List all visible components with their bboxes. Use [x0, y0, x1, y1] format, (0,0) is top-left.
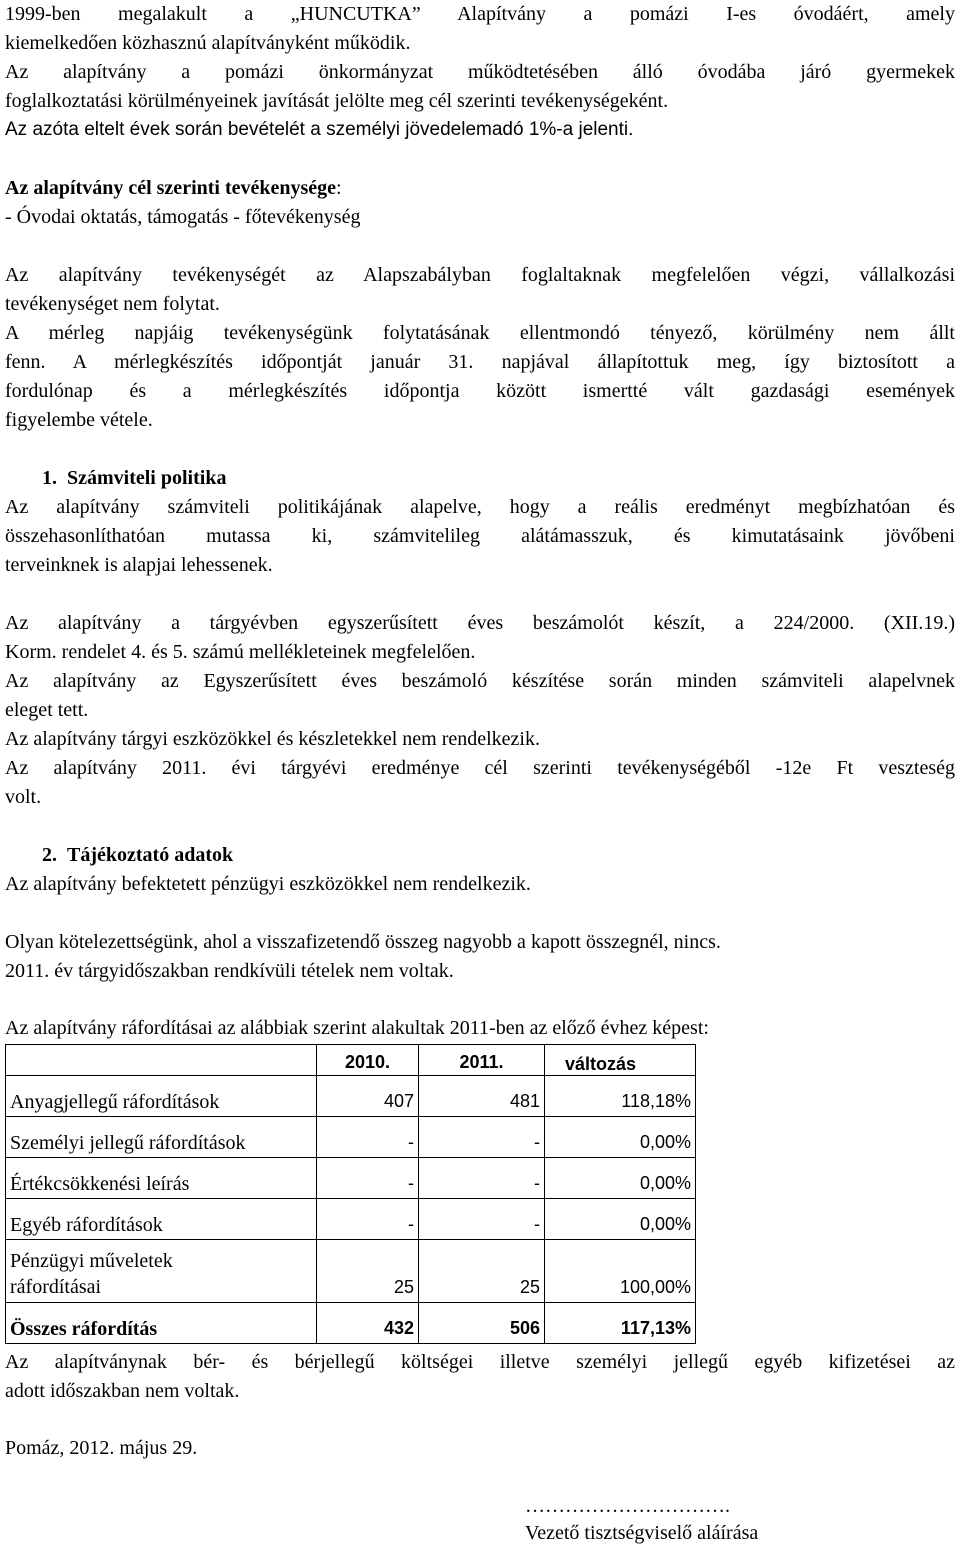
intro-line: 1999-ben megalakult a „HUNCUTKA” Alapítvány a pomázi I-es óvodáért, amely	[5, 3, 955, 25]
section1-heading	[42, 466, 226, 490]
section1-number: 1.	[42, 467, 57, 489]
cell-2011: -	[419, 1158, 545, 1199]
table-row	[6, 1158, 696, 1199]
cell-2011: -	[419, 1199, 545, 1240]
section2-line: Olyan kötelezettségünk, ahol a visszafizetendő összeg nagyobb a kapott összegnél, nincs.	[5, 931, 721, 953]
activity-heading-text: Az alapítvány cél szerinti tevékenysége	[5, 177, 337, 199]
para-line: fordulónap és a mérlegkészítés időpontja között ismertté vált gazdasági események	[5, 380, 955, 402]
cell-2011: -	[419, 1117, 545, 1158]
table-header-cell: 2011.	[419, 1045, 545, 1076]
cell-2010: 25	[317, 1240, 419, 1303]
cell-2011: 506	[419, 1303, 545, 1344]
row-label-text: Összes ráfordítás	[10, 1318, 158, 1340]
section1-line: Az alapítvány a tárgyévben egyszerűsített éves beszámolót készít, a 224/2000. (XII.19.)	[5, 612, 955, 634]
row-label	[6, 1303, 317, 1344]
para-line: figyelembe vétele.	[5, 409, 153, 431]
table-row	[6, 1199, 696, 1240]
section2-line: Az alapítvány ráfordításai az alábbiak szerint alakultak 2011-ben az előző évhez képest:	[5, 1017, 709, 1039]
section1-line: Az alapítvány 2011. évi tárgyévi eredménye cél szerinti tevékenységéből -12e Ft veszteség	[5, 757, 955, 779]
row-label	[6, 1158, 317, 1199]
signature-line: ………………………….	[525, 1495, 730, 1517]
section1-line: eleget tett.	[5, 699, 89, 721]
intro-line: kiemelkedően közhasznú alapítványként működik.	[5, 32, 411, 54]
section1-line: Az alapítvány az Egyszerűsített éves beszámoló készítése során minden számviteli alapelvnek	[5, 670, 955, 692]
cell-change: 117,13%	[545, 1303, 696, 1344]
para-line: Az alapítvány tevékenységét az Alapszabályban foglaltaknak megfelelően végzi, vállalkozási	[5, 264, 955, 286]
table-header-cell	[6, 1045, 317, 1076]
row-label-text: Személyi jellegű ráfordítások	[10, 1132, 246, 1154]
section1-title: Számviteli politika	[67, 467, 227, 489]
cell-change: 0,00%	[545, 1117, 696, 1158]
cell-change: 0,00%	[545, 1158, 696, 1199]
cell-2010: 407	[317, 1076, 419, 1117]
activity-heading	[5, 176, 342, 200]
row-label	[6, 1199, 317, 1240]
section1-line: Korm. rendelet 4. és 5. számú mellékleteinek megfelelően.	[5, 641, 476, 663]
cell-change: 0,00%	[545, 1199, 696, 1240]
section1-line: Az alapítvány számviteli politikájának alapelve, hogy a reális eredményt megbízhatóan és	[5, 496, 955, 518]
section2-title: Tájékoztató adatok	[67, 844, 234, 866]
activity-item: - Óvodai oktatás, támogatás - főtevékenység	[5, 206, 361, 228]
cell-change: 118,18%	[545, 1076, 696, 1117]
cell-2010: -	[317, 1199, 419, 1240]
table-header-cell: változás	[545, 1045, 696, 1076]
cell-2011: 25	[419, 1240, 545, 1303]
activity-heading-colon: :	[336, 177, 342, 199]
row-label-text: Értékcsökkenési leírás	[10, 1173, 190, 1195]
section1-line: volt.	[5, 786, 42, 808]
table-total-row	[6, 1303, 696, 1344]
row-label-text-line2: ráfordításai	[10, 1276, 102, 1298]
section2-number: 2.	[42, 844, 57, 866]
table-header-row	[6, 1045, 696, 1076]
cell-change: 100,00%	[545, 1240, 696, 1303]
table-header-cell: 2010.	[317, 1045, 419, 1076]
cell-2011: 481	[419, 1076, 545, 1117]
cell-2010: -	[317, 1117, 419, 1158]
closing-line: adott időszakban nem voltak.	[5, 1380, 240, 1402]
cell-2010: 432	[317, 1303, 419, 1344]
intro-line: Az alapítvány a pomázi önkormányzat működtetésében álló óvodába járó gyermekek	[5, 61, 955, 83]
closing-line: Az alapítványnak bér- és bérjellegű költségei illetve személyi jellegű egyéb kifizetései az	[5, 1351, 955, 1373]
para-line: tevékenységet nem folytat.	[5, 293, 220, 315]
row-label	[6, 1117, 317, 1158]
row-label	[6, 1076, 317, 1117]
row-label-text: Pénzügyi műveletek	[10, 1250, 173, 1272]
row-label-text: Egyéb ráfordítások	[10, 1214, 163, 1236]
table-row	[6, 1076, 696, 1117]
intro-line: foglalkoztatási körülményeinek javítását jelölte meg cél szerinti tevékenységeként.	[5, 90, 669, 112]
section2-line: Az alapítvány befektetett pénzügyi eszközökkel nem rendelkezik.	[5, 873, 531, 895]
closing-date: Pomáz, 2012. május 29.	[5, 1437, 198, 1459]
signature-label: Vezető tisztségviselő aláírása	[525, 1522, 759, 1544]
section1-line: összehasonlíthatóan mutassa ki, számvitelileg alátámasszuk, és kimutatásaink jövőbeni	[5, 525, 955, 547]
table-row	[6, 1117, 696, 1158]
row-label	[6, 1240, 317, 1303]
row-label-text: Anyagjellegű ráfordítások	[10, 1091, 220, 1113]
intro-line: Az azóta eltelt évek során bevételét a személyi jövedelemadó 1%-a jelenti.	[5, 119, 634, 140]
section1-line: terveinknek is alapjai lehessenek.	[5, 554, 273, 576]
cell-2010: -	[317, 1158, 419, 1199]
section2-heading	[42, 843, 233, 867]
para-line: A mérleg napjáig tevékenységünk folytatásának ellentmondó tényező, körülmény nem állt	[5, 322, 955, 344]
section2-line: 2011. év tárgyidőszakban rendkívüli tételek nem voltak.	[5, 960, 454, 982]
para-line: fenn. A mérlegkészítés időpontját január 31. napjával állapítottuk meg, így biztosított a	[5, 351, 955, 373]
table-row	[6, 1240, 696, 1303]
expenses-table	[5, 1044, 696, 1344]
section1-line: Az alapítvány tárgyi eszközökkel és készletekkel nem rendelkezik.	[5, 728, 540, 750]
